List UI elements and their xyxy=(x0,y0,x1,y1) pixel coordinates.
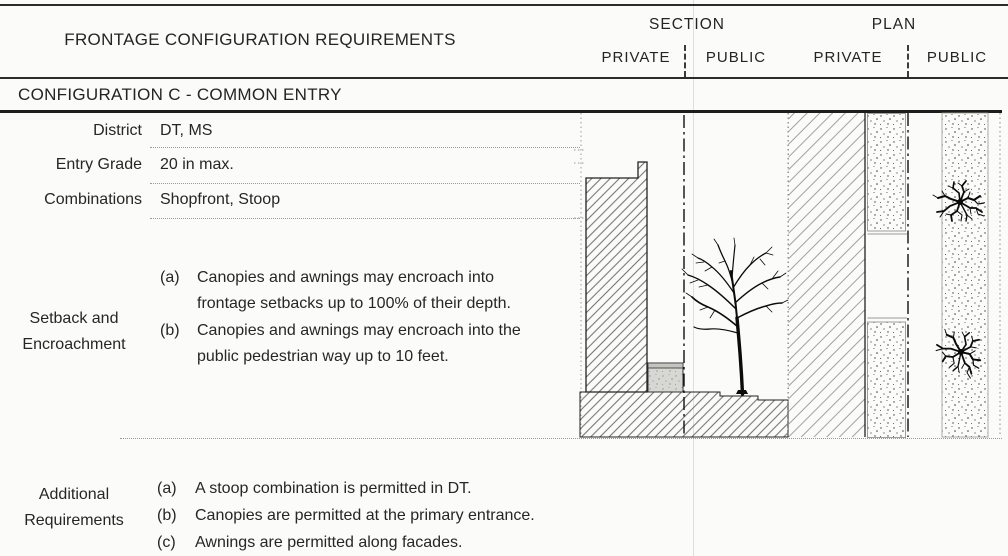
section-drawing xyxy=(570,113,792,438)
list-item xyxy=(160,265,537,318)
list-marker: (c) xyxy=(157,534,176,551)
list-marker: (a) xyxy=(160,269,180,286)
header-divider-dashed-plan xyxy=(907,45,909,77)
plan-drawing xyxy=(788,113,1004,438)
row-separator xyxy=(150,218,580,219)
additional-requirements-list xyxy=(157,475,755,556)
section-tree-icon xyxy=(682,238,788,394)
header-bottom-rule xyxy=(0,77,1008,79)
list-text: A stoop combination is permitted in DT. xyxy=(195,480,472,497)
list-marker: (b) xyxy=(157,507,177,524)
configuration-title: CONFIGURATION C - COMMON ENTRY xyxy=(18,85,342,104)
table-title: FRONTAGE CONFIGURATION REQUIREMENTS xyxy=(64,30,456,49)
list-item xyxy=(157,502,755,529)
row-label-district: District xyxy=(93,122,142,139)
list-item xyxy=(157,475,755,502)
header-divider-dashed-section xyxy=(684,45,686,77)
building-plan-hatch xyxy=(789,113,866,437)
list-marker: (b) xyxy=(160,321,180,339)
list-marker: (a) xyxy=(157,480,177,497)
plan-private-header: PRIVATE xyxy=(813,49,883,66)
list-item xyxy=(157,529,755,556)
row-value-district: DT, MS xyxy=(160,122,213,139)
row-label-entry-grade: Entry Grade xyxy=(55,156,142,173)
building-section-hatch xyxy=(586,162,647,392)
column-header-plan: PLAN xyxy=(871,16,917,33)
setback-list xyxy=(160,265,537,370)
list-text: Awnings are permitted along facades. xyxy=(195,534,463,551)
row-value-combinations: Shopfront, Stoop xyxy=(160,191,281,208)
row-label-additional-requirements: Additional Requirements xyxy=(24,486,124,529)
list-text: Canopies are permitted at the primary entrance. xyxy=(195,507,535,524)
section-public-header: PUBLIC xyxy=(705,49,767,66)
private-frontage-stipple-upper xyxy=(868,114,906,232)
row-label-combinations: Combinations xyxy=(44,191,142,208)
stoop-top-edge xyxy=(648,363,683,368)
list-item xyxy=(160,318,537,371)
list-text: Canopies and awnings may encroach into frontage setbacks up to 100% of their depth. xyxy=(197,269,511,313)
row-separator xyxy=(150,147,580,148)
top-rule xyxy=(0,4,1008,6)
column-header-section: SECTION xyxy=(649,16,725,33)
drawing-bottom-rule xyxy=(120,438,1002,439)
row-label-setback-encroachment: Setback and Encroachment xyxy=(22,310,126,353)
plan-public-header: PUBLIC xyxy=(926,49,988,66)
section-private-header: PRIVATE xyxy=(601,49,671,66)
row-separator xyxy=(150,183,580,184)
public-sidewalk-stipple xyxy=(942,113,988,437)
row-value-entry-grade: 20 in max. xyxy=(160,156,234,173)
list-text: Canopies and awnings may encroach into the public pedestrian way up to 10 feet. xyxy=(197,321,521,365)
private-frontage-stipple-lower xyxy=(868,322,906,438)
